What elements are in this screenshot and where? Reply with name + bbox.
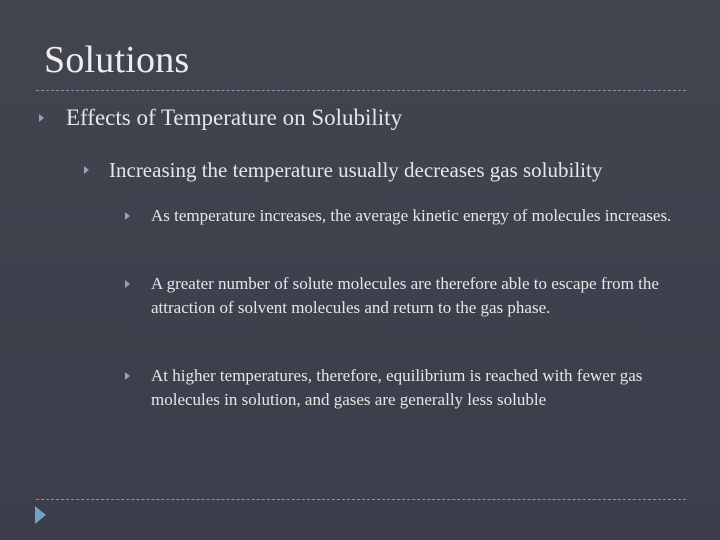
triangle-bullet-icon xyxy=(39,114,44,122)
point-text: At higher temperatures, therefore, equilibrium is reached with fewer gas molecules in solution, and gases are generally less soluble xyxy=(151,366,643,409)
heading-text: Effects of Temperature on Solubility xyxy=(66,105,403,130)
slide-title: Solutions xyxy=(44,39,190,81)
triangle-bullet-icon xyxy=(125,280,130,288)
bullet-level-3 xyxy=(151,272,681,320)
title-divider xyxy=(36,90,686,91)
triangle-bullet-icon xyxy=(125,212,130,220)
footer-divider xyxy=(36,499,686,500)
subheading-text: Increasing the temperature usually decreases gas solubility xyxy=(109,158,603,182)
play-arrow-icon[interactable] xyxy=(35,506,46,524)
bullet-level-1 xyxy=(66,104,686,132)
triangle-bullet-icon xyxy=(84,166,89,174)
triangle-bullet-icon xyxy=(125,372,130,380)
point-text: As temperature increases, the average kinetic energy of molecules increases. xyxy=(151,206,672,225)
bullet-level-2 xyxy=(109,156,709,184)
bullet-level-3 xyxy=(151,204,681,228)
bullet-level-3 xyxy=(151,364,681,412)
point-text: A greater number of solute molecules are therefore able to escape from the attraction of solvent molecules and return to the gas phase. xyxy=(151,274,659,317)
